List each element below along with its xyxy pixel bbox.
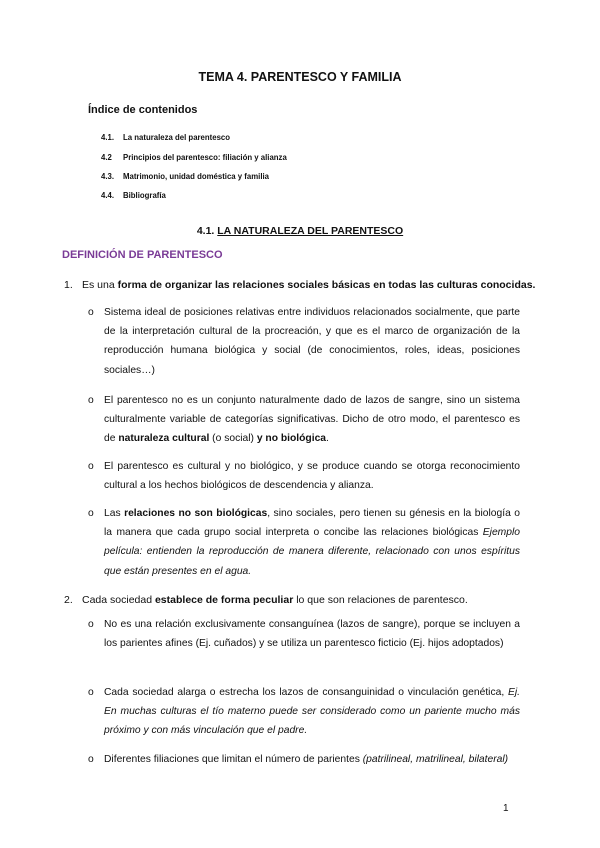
bullet-text: No es una relación exclusivamente consanguínea (lazos de sangre), porque se incluyen a los parientes afines (Ej. cuñados) y se utiliza un parentesco ficticio (Ej. hijos adoptados): [104, 619, 520, 650]
bullet-item: [88, 750, 520, 769]
toc-item-number: 4.1.: [101, 133, 115, 142]
toc-item-number: 4.3.: [101, 172, 115, 181]
bullet-text-part: Diferentes filiaciones que limitan el número de parientes: [104, 754, 363, 765]
bullet-item: [88, 303, 520, 380]
toc-item-label: La naturaleza del parentesco: [123, 133, 231, 142]
bullet-text-italic: Ejemplo película: entienden la reproducción de manera diferente, relacionado con unos espíritus que están presentes en el agua.: [104, 527, 520, 577]
toc-item-number: 4.4.: [101, 191, 115, 200]
bullet-item: [88, 683, 520, 741]
bullet-marker: o: [88, 307, 94, 318]
toc-item-number: 4.2: [101, 153, 112, 162]
toc-item: [101, 133, 230, 142]
toc-item-label: Matrimonio, unidad doméstica y familia: [123, 172, 270, 181]
definition-heading: DEFINICIÓN DE PARENTESCO: [62, 249, 223, 261]
bullet-text: Sistema ideal de posiciones relativas entre individuos relacionados socialmente, que parte de la interpretación cultural de la procreación, y que es el marco de organización de la reproducción humana biológica y social (de conocimientos, roles, ideas, posiciones sociales…): [104, 307, 520, 376]
point-number: 1.: [64, 279, 73, 291]
bullet-text-part: Las: [104, 508, 125, 519]
bullet-item: [88, 391, 520, 449]
bullet-text-bold: y no biológica: [256, 433, 327, 445]
section-number: 4.1.: [196, 225, 218, 237]
bullet-text: [104, 683, 520, 741]
bullet-text-part: .: [326, 433, 329, 445]
bullet-text-italic: Ej. En muchas culturas el tío materno puede ser considerado como un pariente mucho más próximo y con más vinculación que el padre.: [104, 687, 520, 737]
bullet-item: [88, 504, 520, 581]
toc-item-label: Bibliografía: [123, 191, 166, 200]
bullet-item: [88, 615, 520, 653]
bullet-text-italic: (patrilineal, matrilineal, bilateral): [362, 754, 509, 765]
bullet-marker: o: [88, 687, 94, 698]
bullet-text-bold: relaciones no son biológicas: [124, 508, 268, 519]
point-text-part: Cada sociedad: [82, 594, 155, 606]
bullet-text: [104, 504, 520, 581]
section-title: [0, 225, 600, 237]
section-title-text: LA NATURALEZA DEL PARENTESCO: [217, 225, 404, 237]
toc-item-label: Principios del parentesco: filiación y alianza: [123, 153, 287, 162]
bullet-marker: o: [88, 619, 94, 630]
bullet-marker: o: [88, 395, 94, 406]
bullet-marker: o: [88, 754, 94, 765]
bullet-marker: o: [88, 461, 94, 472]
bullet-text-bold: naturaleza cultural: [118, 433, 210, 445]
bullet-marker: o: [88, 508, 94, 519]
toc-item: [101, 191, 166, 200]
bullet-text: [104, 750, 520, 769]
point-text-part: lo que son relaciones de parentesco.: [293, 594, 468, 606]
toc-heading: Índice de contenidos: [88, 104, 198, 116]
page-title: TEMA 4. PARENTESCO Y FAMILIA: [198, 70, 402, 84]
point-text-bold: forma de organizar las relaciones sociales básicas en todas las culturas conocidas.: [117, 279, 536, 291]
bullet-text: El parentesco es cultural y no biológico, y se produce cuando se otorga reconocimiento cultural a los hechos biológicos de descendencia y alianza.: [104, 461, 520, 492]
point-text: Es una forma de organizar las relaciones sociales básicas en todas las culturas conocidas.: [82, 279, 536, 291]
bullet-text-part: , sino sociales, pero tienen su génesis en la biología o la manera que cada grupo social interpreta o concibe las relaciones biológicas: [104, 508, 520, 539]
bullet-text: [104, 391, 520, 449]
toc-item: [101, 153, 287, 162]
point-number: 2.: [64, 594, 73, 606]
bullet-text-part: (o social): [209, 433, 257, 445]
bullet-text-part: El parentesco no es un conjunto naturalmente dado de lazos de sangre, sino un sistema culturalmente variable de categorías significativas. Dicho de otro modo, el parentesco es de: [104, 395, 520, 445]
toc-item: [101, 172, 269, 181]
point-text-bold: establece de forma peculiar: [154, 594, 294, 606]
page-number: 1: [503, 803, 509, 814]
bullet-text-part: Cada sociedad alarga o estrecha los lazos de consanguinidad o vinculación genética,: [104, 687, 508, 698]
bullet-item: [88, 457, 520, 495]
point-text: [82, 591, 542, 610]
